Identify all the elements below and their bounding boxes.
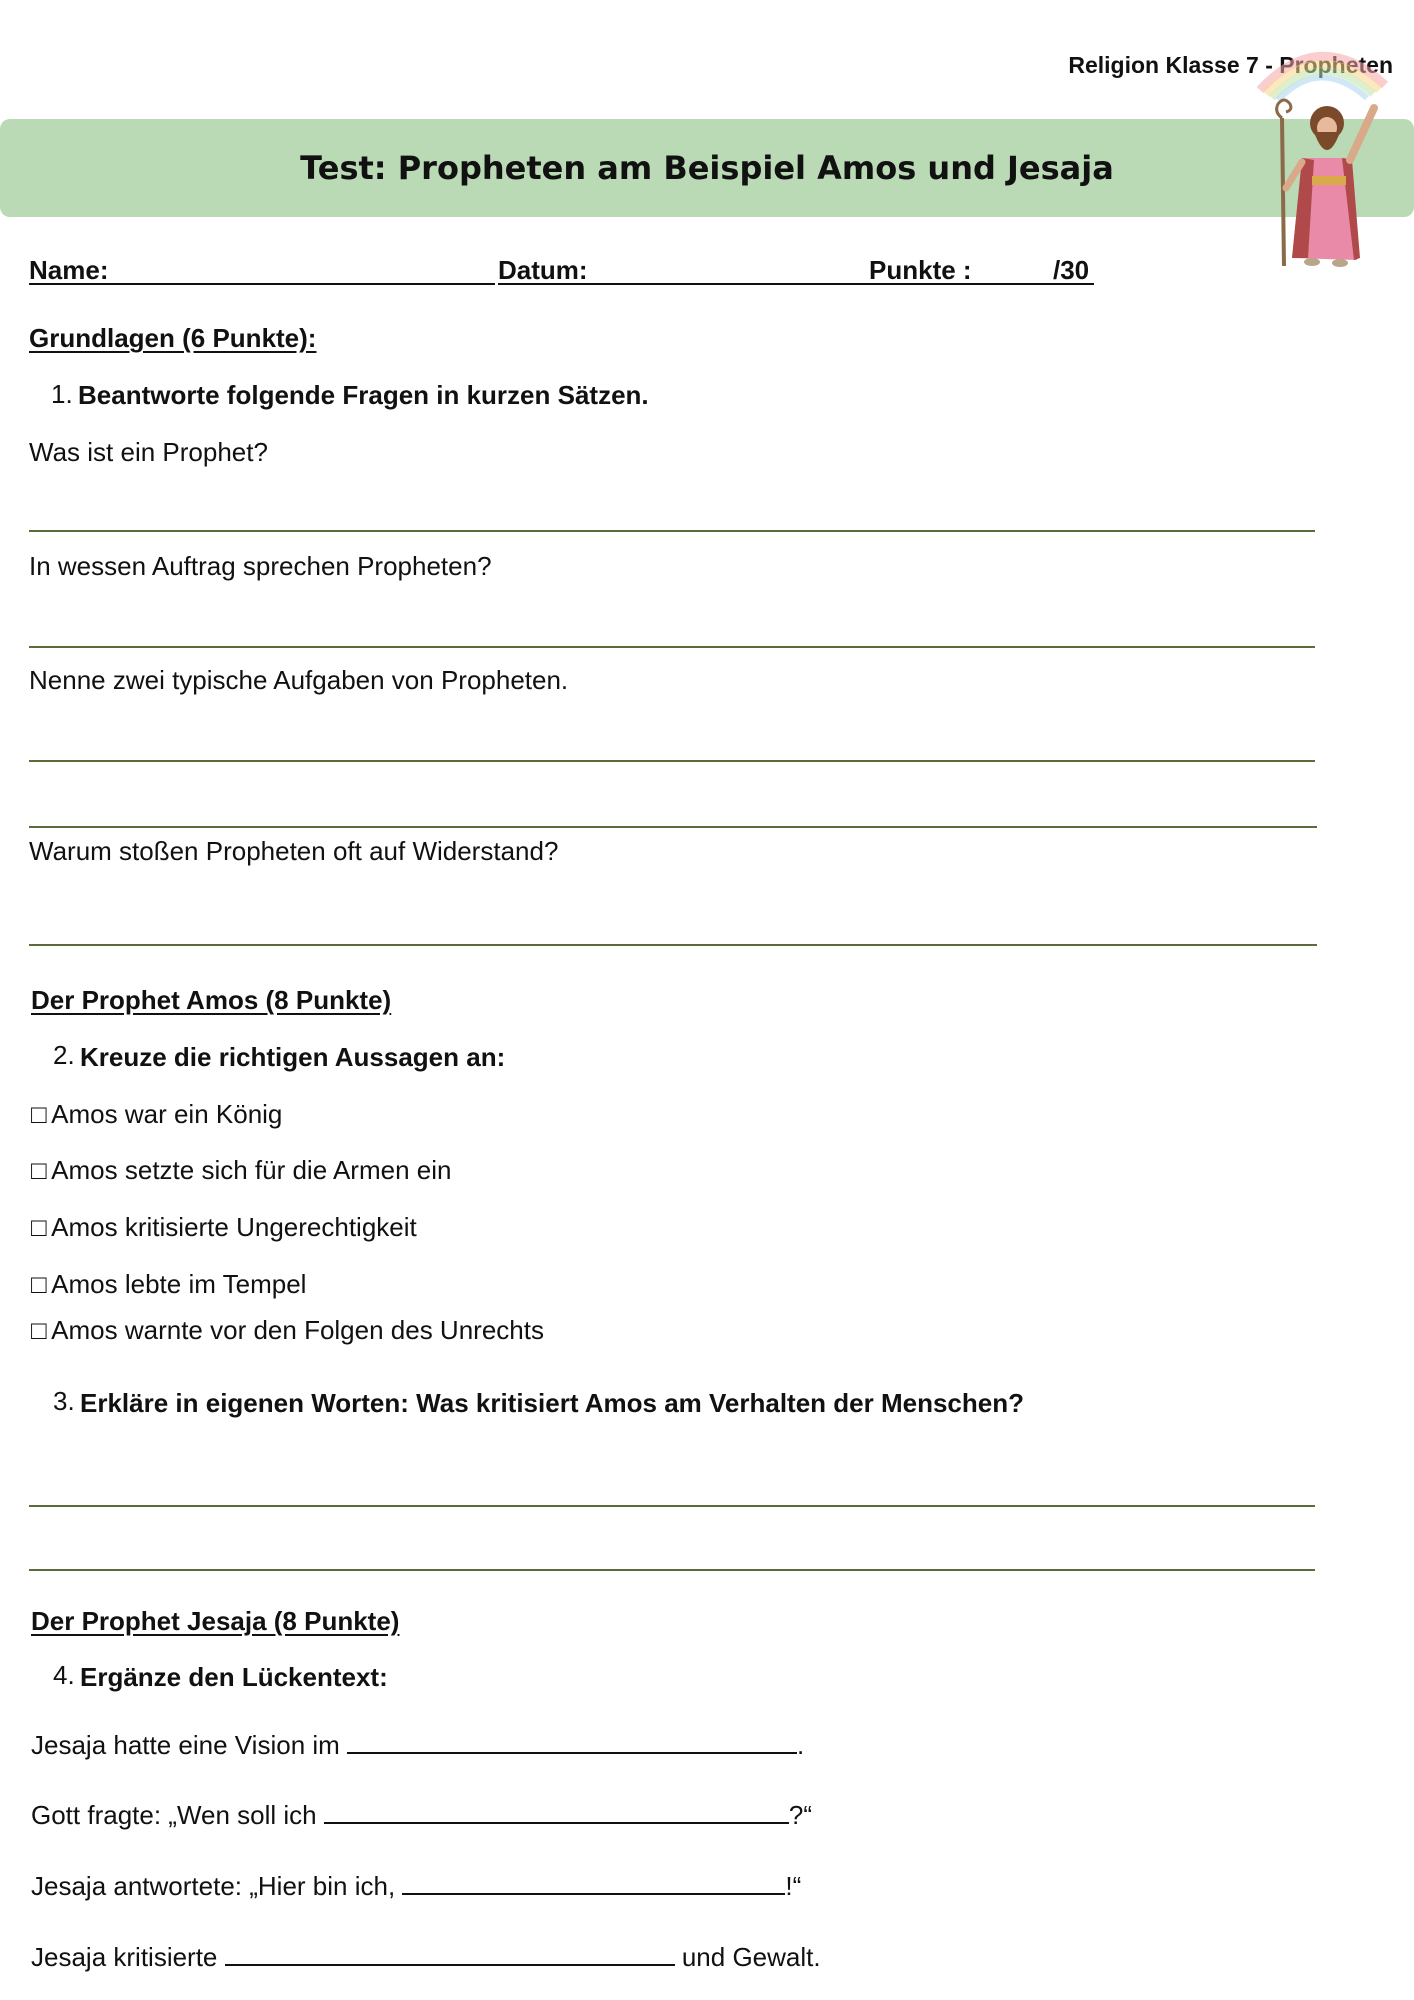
task-number-3: 3. [53, 1386, 75, 1416]
cloze-gap-1[interactable] [347, 1726, 797, 1754]
question-2: In wessen Auftrag sprechen Propheten? [29, 551, 492, 581]
task-number-4: 4. [53, 1660, 75, 1690]
datum-label: Datum: [498, 255, 588, 285]
checkbox-icon[interactable]: □ [31, 1269, 47, 1299]
answer-line-task3b[interactable] [29, 1569, 1315, 1571]
checkbox-icon[interactable]: □ [31, 1315, 47, 1345]
cloze-gap-3[interactable] [402, 1867, 785, 1895]
task-number-2: 2. [53, 1040, 75, 1070]
task-number-1: 1. [51, 379, 73, 409]
question-1: Was ist ein Prophet? [29, 437, 268, 467]
punkte-max: /30 [1053, 255, 1090, 285]
option-1[interactable] [31, 1099, 282, 1130]
question-4: Warum stoßen Propheten oft auf Widerstand? [29, 836, 559, 866]
header-label: Religion Klasse 7 - Propheten [1068, 52, 1393, 78]
option-label: Amos setzte sich für die Armen ein [51, 1155, 452, 1185]
section-heading-jesaja: Der Prophet Jesaja (8 Punkte) [31, 1606, 400, 1636]
answer-line-q1[interactable] [29, 530, 1315, 532]
option-2[interactable] [31, 1155, 451, 1186]
task-1-instruction: Beantworte folgende Fragen in kurzen Sätzen. [78, 380, 649, 410]
cloze-gap-2[interactable] [324, 1796, 789, 1824]
cloze-text-before: Gott fragte: „Wen soll ich [31, 1800, 324, 1830]
prophet-illustration [1262, 88, 1387, 270]
option-label: Amos lebte im Tempel [51, 1269, 307, 1299]
cloze-text-after: !“ [785, 1871, 802, 1901]
cloze-sentence-2 [31, 1796, 812, 1831]
cloze-text-before: Jesaja hatte eine Vision im [31, 1730, 348, 1760]
option-3[interactable] [31, 1212, 417, 1243]
option-label: Amos warnte vor den Folgen des Unrechts [51, 1315, 544, 1345]
option-label: Amos kritisierte Ungerechtigkeit [51, 1212, 417, 1242]
cloze-text-after: ?“ [788, 1800, 812, 1830]
name-label: Name: [29, 255, 109, 285]
answer-line-task3a[interactable] [29, 1505, 1315, 1507]
question-3: Nenne zwei typische Aufgaben von Propheten. [29, 665, 569, 695]
task-4-instruction: Ergänze den Lückentext: [80, 1662, 388, 1692]
option-4[interactable] [31, 1269, 306, 1300]
datum-input-line[interactable] [498, 283, 869, 285]
section-heading-amos: Der Prophet Amos (8 Punkte) [31, 985, 392, 1015]
cloze-text-after: und Gewalt. [674, 1942, 821, 1972]
cloze-sentence-3 [31, 1867, 801, 1902]
checkbox-icon[interactable]: □ [31, 1099, 47, 1129]
cloze-text-after: . [797, 1730, 805, 1760]
name-input-line[interactable] [29, 283, 495, 285]
option-label: Amos war ein König [51, 1099, 283, 1129]
cloze-sentence-4 [31, 1938, 821, 1973]
answer-line-q3b[interactable] [29, 826, 1317, 828]
answer-line-q3a[interactable] [29, 760, 1315, 762]
option-5[interactable] [31, 1315, 544, 1346]
cloze-text-before: Jesaja kritisierte [31, 1942, 225, 1972]
task-3-instruction: Erkläre in eigenen Worten: Was kritisiert Amos am Verhalten der Menschen? [80, 1388, 1024, 1418]
task-2-instruction: Kreuze die richtigen Aussagen an: [80, 1042, 506, 1072]
answer-line-q2[interactable] [29, 646, 1315, 648]
cloze-text-before: Jesaja antwortete: „Hier bin ich, [31, 1871, 403, 1901]
section-heading-grundlagen: Grundlagen (6 Punkte): [29, 323, 317, 353]
punkte-label: Punkte : [869, 255, 972, 285]
cloze-sentence-1 [31, 1726, 804, 1761]
checkbox-icon[interactable]: □ [31, 1212, 47, 1242]
checkbox-icon[interactable]: □ [31, 1155, 47, 1185]
title-banner [0, 119, 1414, 217]
cloze-gap-4[interactable] [225, 1938, 675, 1966]
answer-line-q4[interactable] [29, 944, 1317, 946]
test-title: Test: Propheten am Beispiel Amos und Jesaja [300, 149, 1114, 187]
